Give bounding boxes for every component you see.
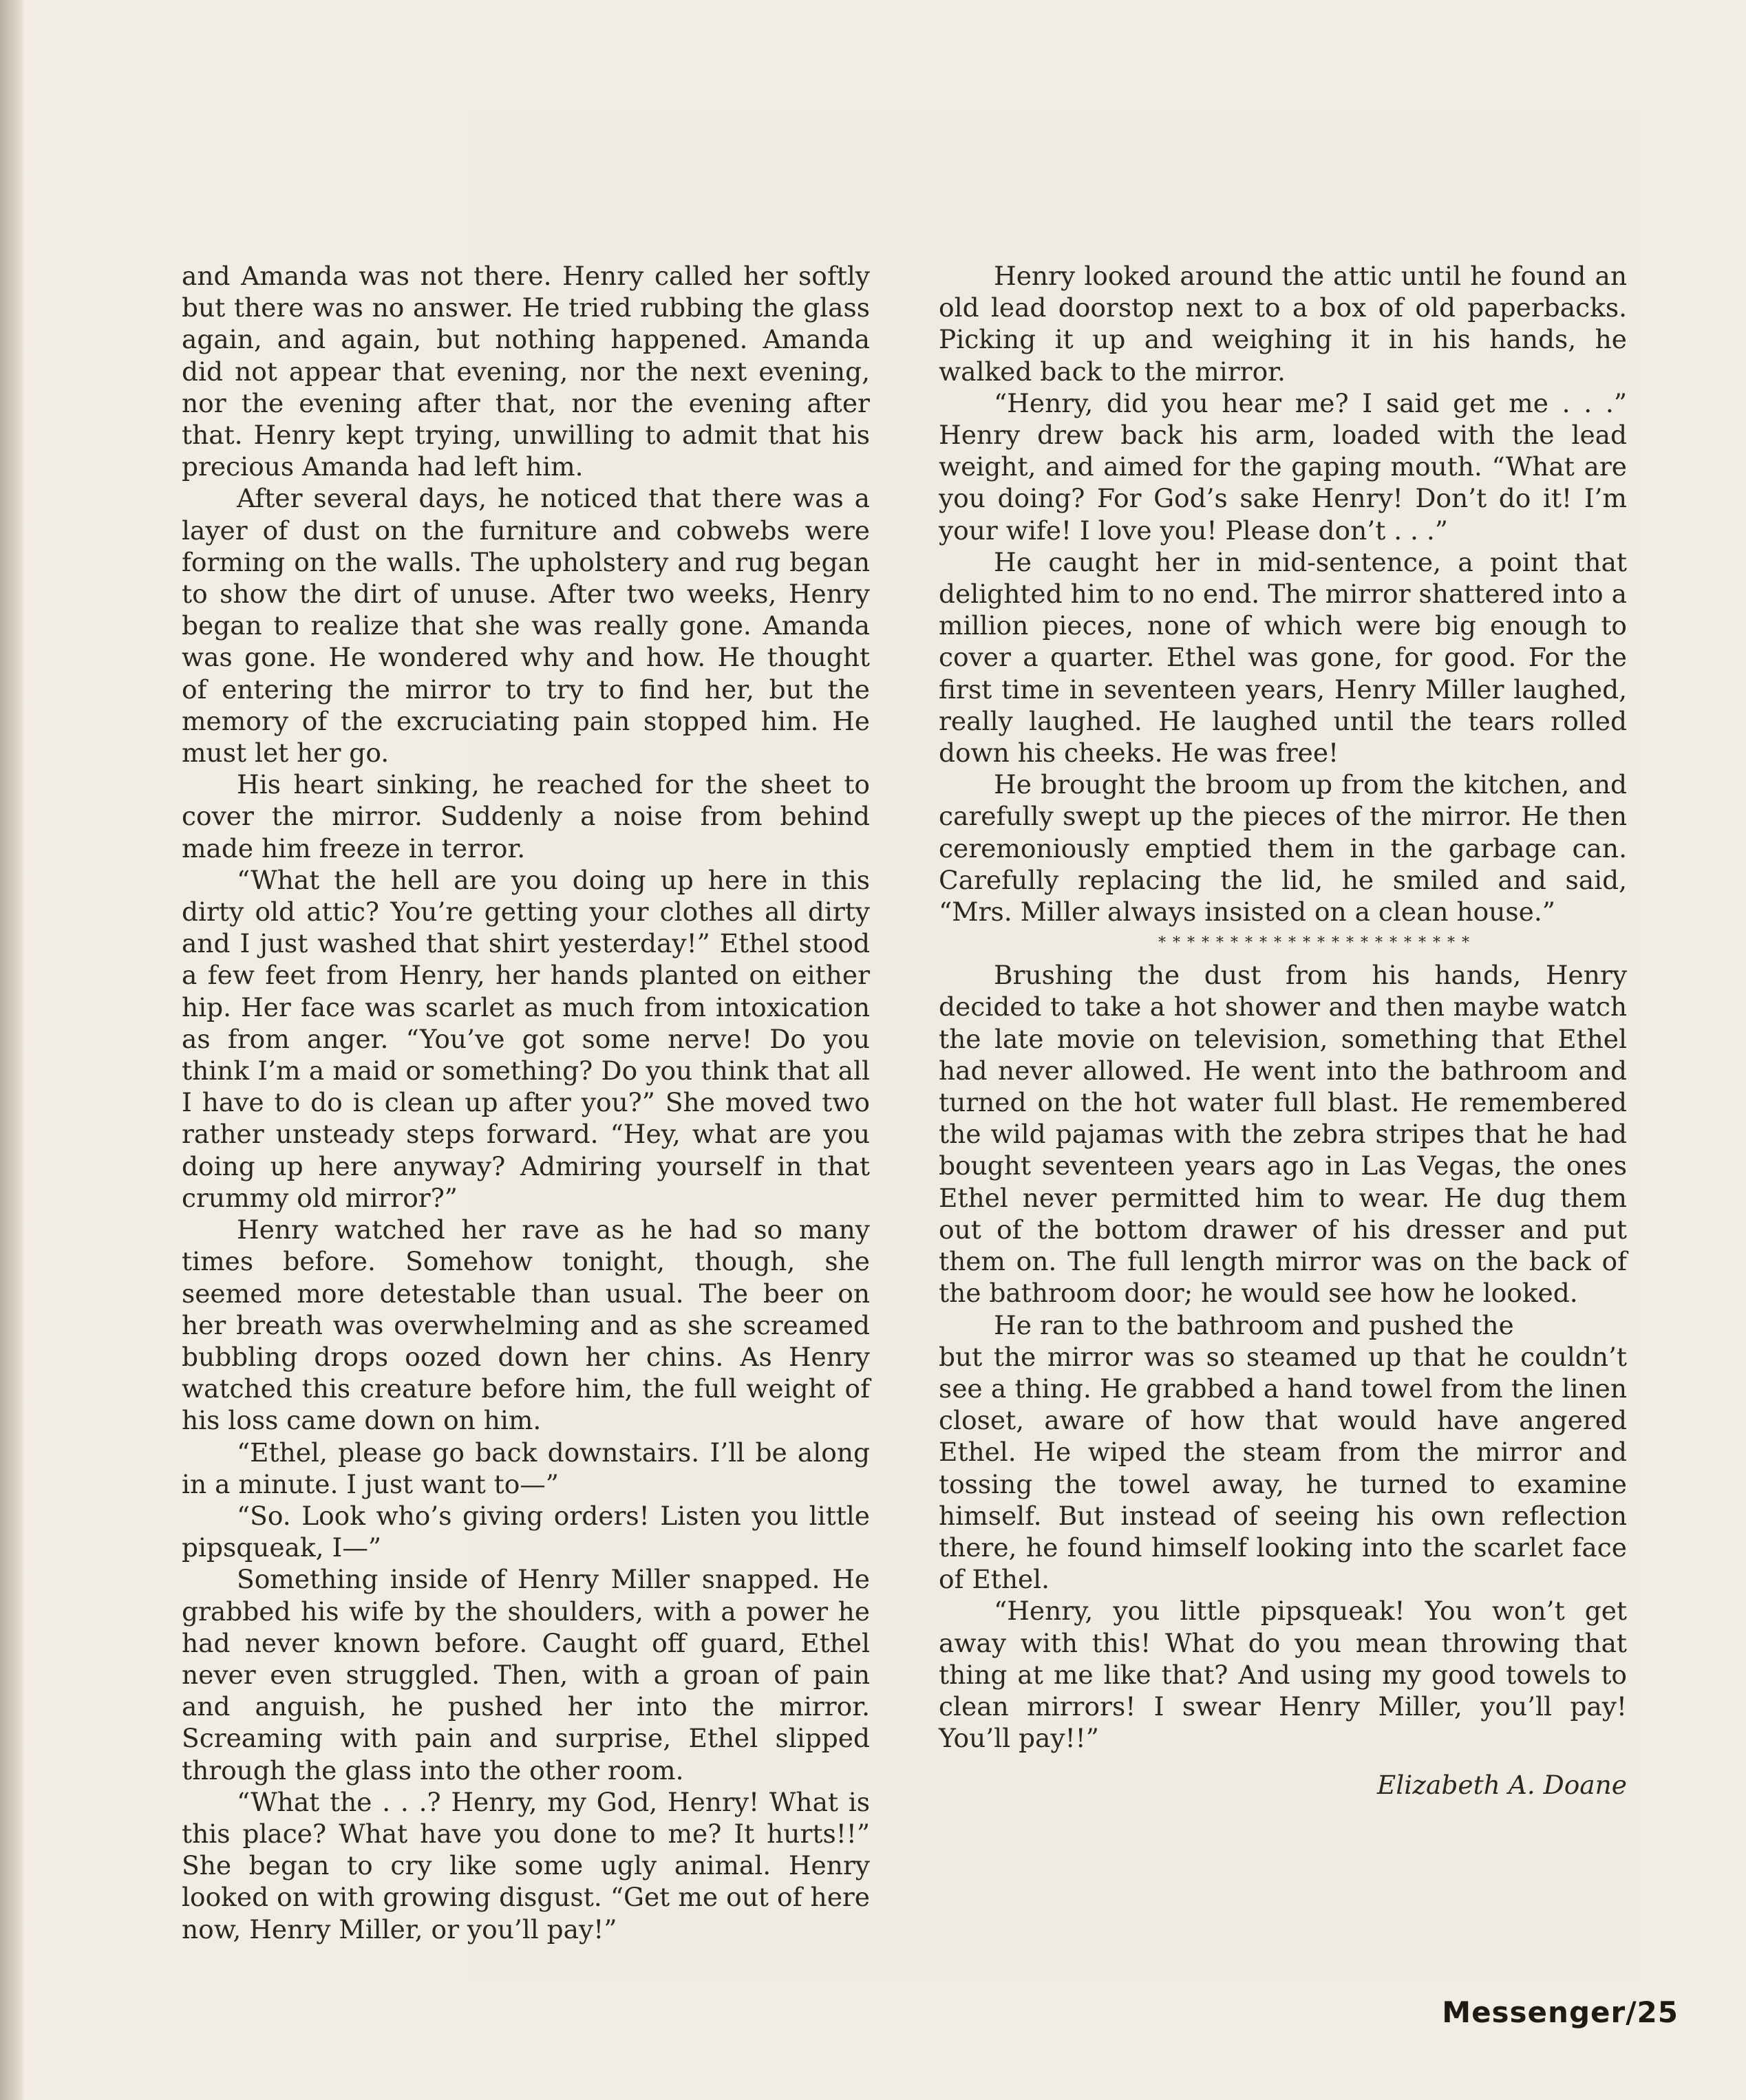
page-number-footer: Messenger/25 <box>1442 1995 1679 2029</box>
paragraph: His heart sinking, he reached for the sheet to cover the mirror. Suddenly a noise from behind made him freeze in terror. <box>182 769 870 864</box>
paragraph: and Amanda was not there. Henry called her softly but there was no answer. He tried rubbing the glass again, and again, but nothing happened. Amanda did not appear that evening, nor the next evening, nor the evening after that, nor the evening after that. Henry kept trying, unwilling to admit that his precious Amanda had left him. <box>182 261 870 482</box>
left-column <box>182 260 870 1945</box>
paragraph: Something inside of Henry Miller snapped. He grabbed his wife by the shoulders, with a power he had never known before. Caught off guard, Ethel never even struggled. Then, with a groan of pain and anguish, he pushed her into the mirror. Screaming with pain and surprise, Ethel slipped through the glass into the other room. <box>182 1564 870 1786</box>
paragraph: Henry looked around the attic until he found an old lead doorstop next to a box of old paperbacks. Picking it up and weighing it in his hands, he walked back to the mirror. <box>939 261 1627 387</box>
paragraph: He caught her in mid-sentence, a point that delighted him to no end. The mirror shattered into a million pieces, none of which were big enough to cover a quarter. Ethel was gone, for good. For the first time in seventeen years, Henry Miller laughed, really laughed. He laughed until the tears rolled down his cheeks. He was free! <box>939 546 1627 769</box>
paragraph: but the mirror was so steamed up that he couldn’t see a thing. He grabbed a hand towel from the linen closet, aware of how that would have angered Ethel. He wiped the steam from the mirror and tossing the towel away, he turned to examine himself. But instead of seeing his own reflection there, he found himself looking into the scarlet face of Ethel. <box>939 1341 1627 1595</box>
right-column <box>939 260 1627 1801</box>
paragraph: He brought the broom up from the kitchen, and carefully swept up the pieces of the mirror. He then ceremoniously emptied them in the garbage can. Carefully replacing the lid, he smiled and said, “Mrs. Miller always insisted on a clean house.” <box>939 769 1627 928</box>
paragraph: After several days, he noticed that there was a layer of dust on the furniture and cobwebs were forming on the walls. The upholstery and rug began to show the dirt of unuse. After two weeks, Henry began to realize that she was really gone. Amanda was gone. He wondered why and how. He thought of entering the mirror to try to find her, but the memory of the excruciating pain stopped him. He must let her go. <box>182 483 870 769</box>
paragraph: “What the . . .? Henry, my God, Henry! What is this place? What have you done to me? It hurts!!” She began to cry like some ugly animal. Henry looked on with growing disgust. “Get me out of here now, Henry Miller, or you’ll pay!” <box>182 1786 870 1944</box>
paragraph: He ran to the bathroom and pushed the <box>994 1309 1514 1340</box>
paragraph: “Henry, did you hear me? I said get me . . .” Henry drew back his arm, loaded with the lead weight, and aimed for the gaping mouth. “What are you doing? For God’s sake Henry! Don’t do it! I’m your wife! I love you! Please don’t . . .” <box>939 387 1627 546</box>
paragraph: Brushing the dust from his hands, Henry decided to take a hot shower and then maybe watch the late movie on television, something that Ethel had never allowed. He went into the bathroom and turned on the hot water full blast. He remembered the wild pajamas with the zebra stripes that he had bought seventeen years ago in Las Vegas, the ones Ethel never permitted him to wear. He dug them out of the bottom drawer of his dresser and put them on. The full length mirror was on the back of the bathroom door; he would see how he looked. <box>939 960 1627 1309</box>
paragraph: “Henry, you little pipsqueak! You won’t get away with this! What do you mean throwing that thing at me like that? And using my good towels to clean mirrors! I swear Henry Miller, you’ll pay! You’ll pay!!” <box>939 1596 1627 1754</box>
binding-edge <box>0 0 23 2100</box>
section-break: ********************** <box>1158 934 1476 952</box>
author-signature: Elizabeth A. Doane <box>1376 1770 1627 1801</box>
paragraph: “Ethel, please go back downstairs. I’ll be along in a minute. I just want to—” <box>182 1437 870 1499</box>
paragraph: “What the hell are you doing up here in this dirty old attic? You’re getting your clothes all dirty and I just washed that shirt yesterday!” Ethel stood a few feet from Henry, her hands planted on either hip. Her face was scarlet as much from intoxication as from anger. “You’ve got some nerve! Do you think I’m a maid or something? Do you think that all I have to do is clean up after you?” She moved two rather unsteady steps forward. “Hey, what are you doing up here anyway? Admiring yourself in that crummy old mirror?” <box>182 864 870 1213</box>
paragraph: “So. Look who’s giving orders! Listen you little pipsqueak, I—” <box>182 1500 870 1563</box>
paragraph: Henry watched her rave as he had so many times before. Somehow tonight, though, she seemed more detestable than usual. The beer on her breath was overwhelming and as she screamed bubbling drops oozed down her chins. As Henry watched this creature before him, the full weight of his loss came down on him. <box>182 1214 870 1436</box>
